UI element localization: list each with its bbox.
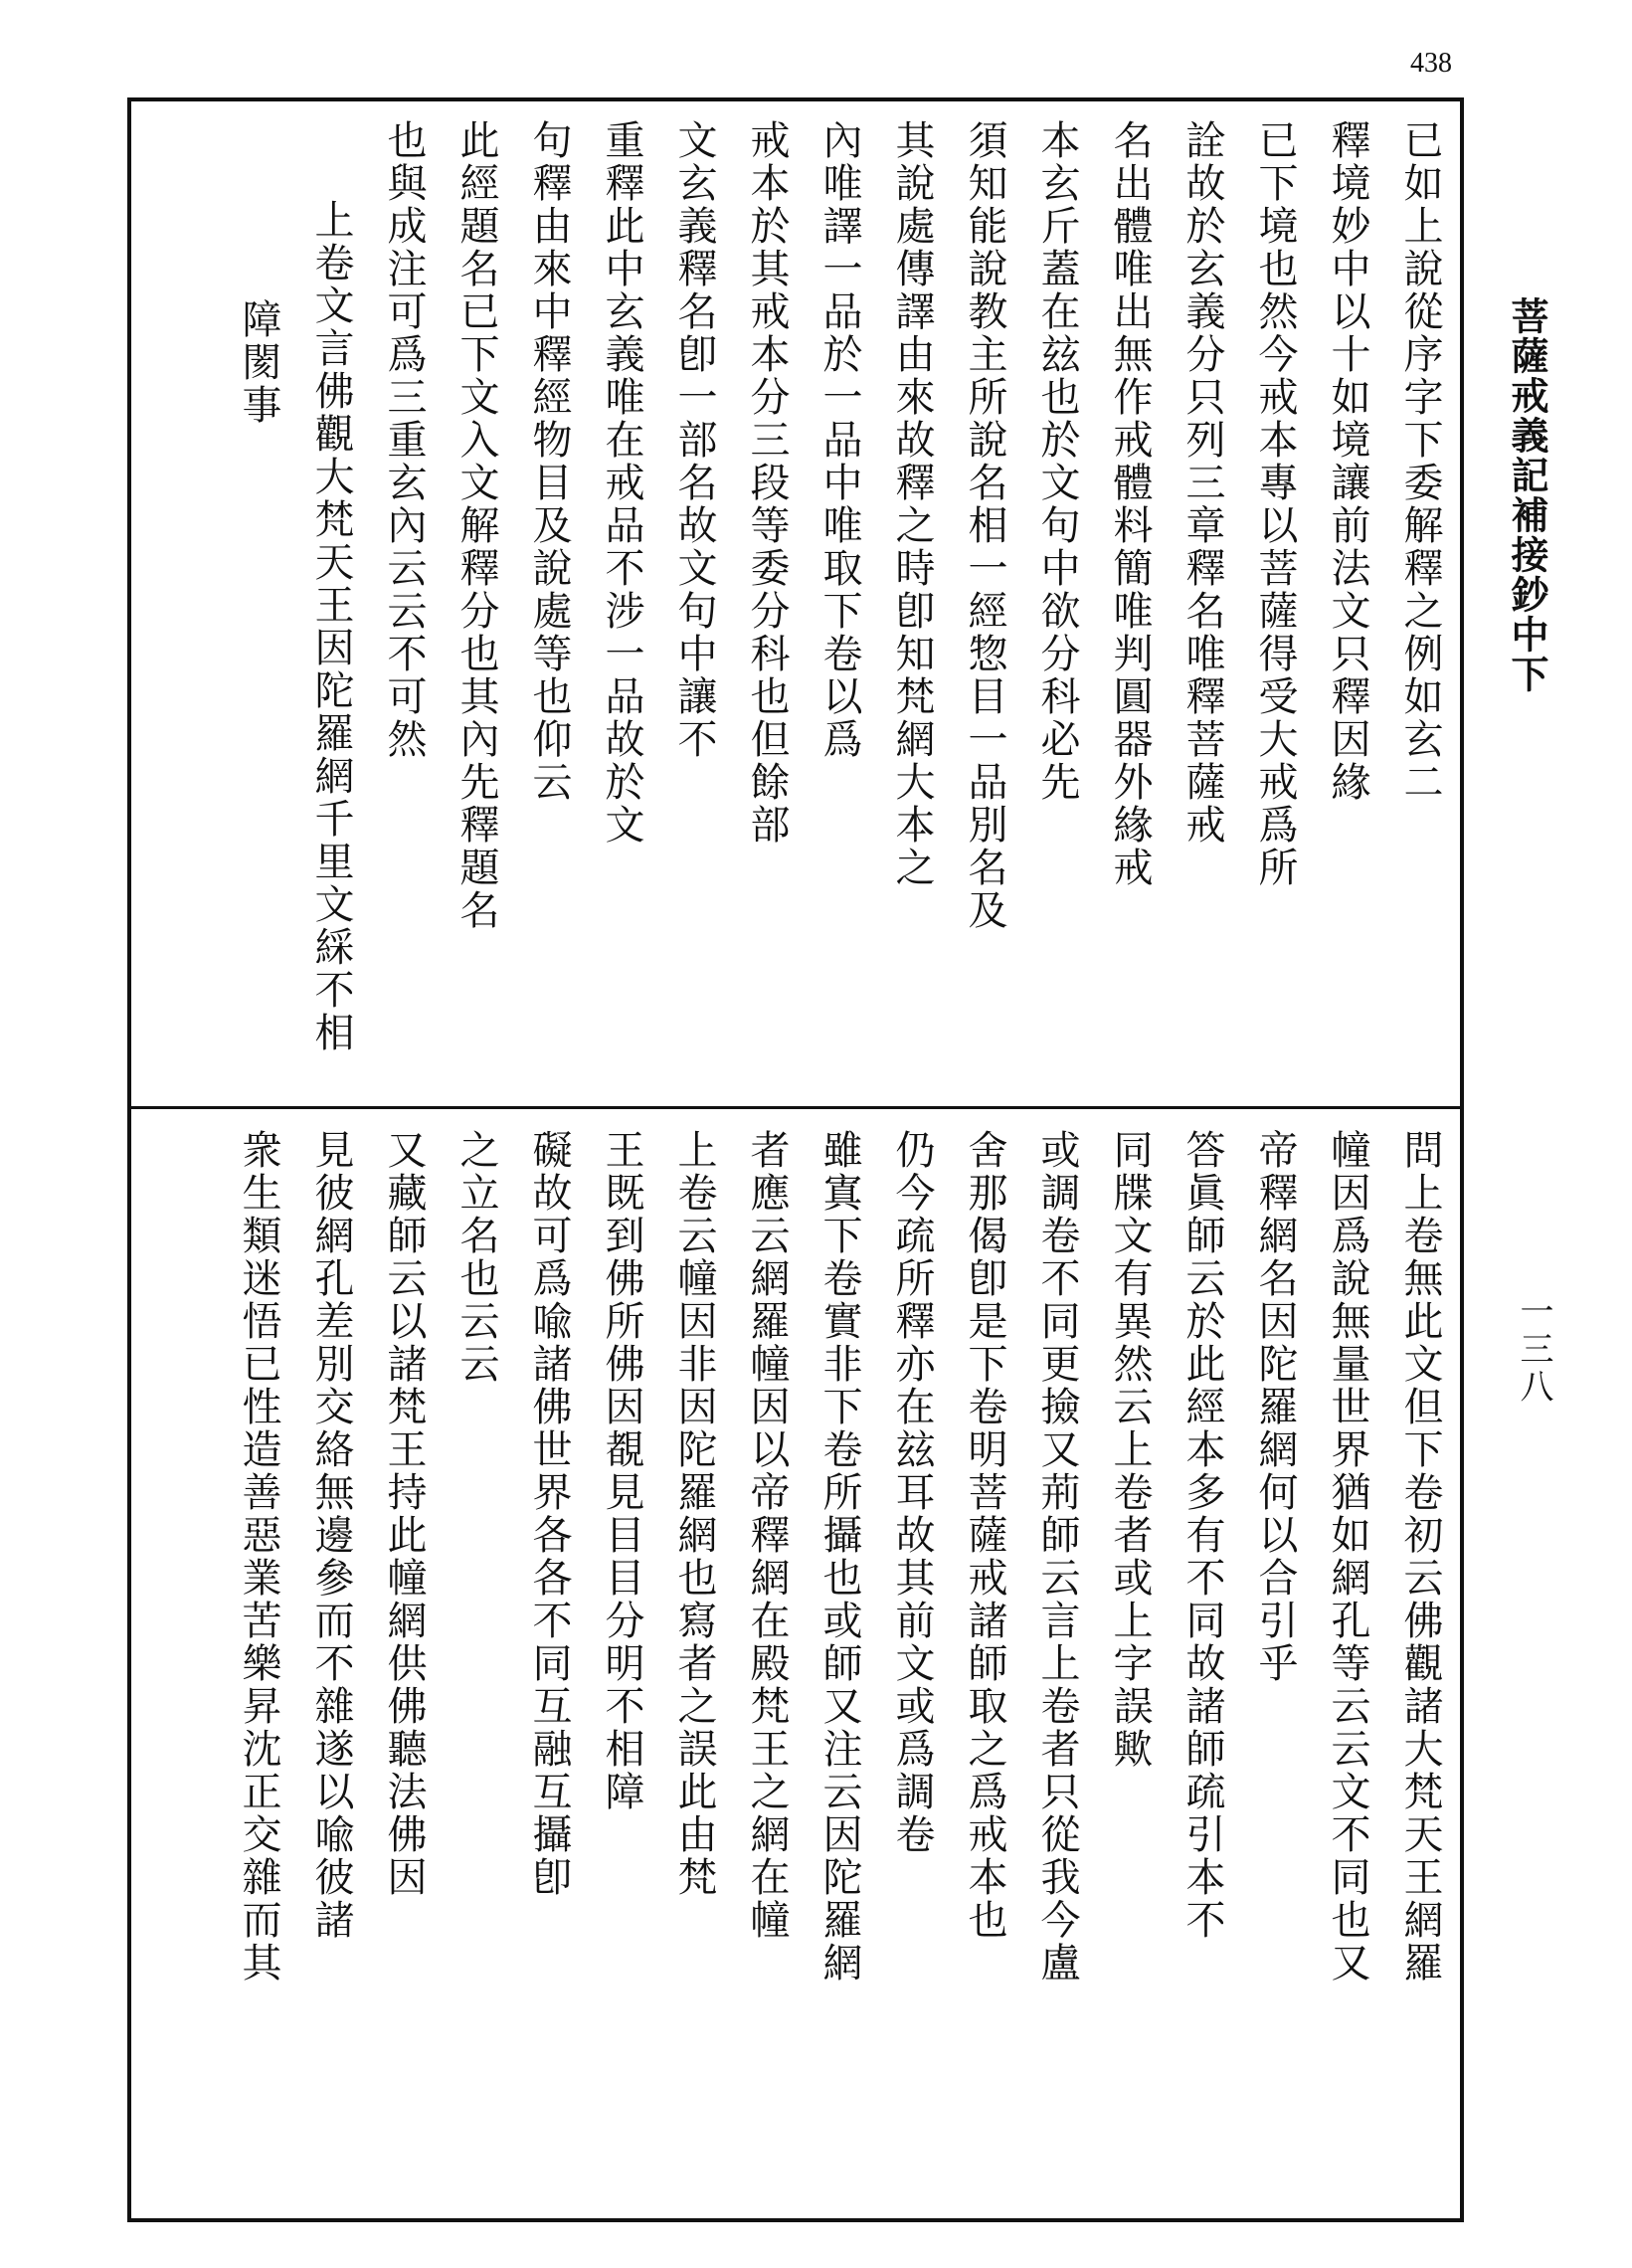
text-column: 文玄義釋名卽一部名故文句中讓不 (671, 119, 717, 761)
text-column: 問上卷無此文但下卷初云佛觀諸大梵天王網羅 (1397, 1129, 1443, 1984)
text-column: 句釋由來中釋經物目及說處等也仰云 (526, 119, 572, 804)
text-column: 或調卷不同更撿又荊師云言上卷者只從我今盧 (1034, 1129, 1080, 1984)
text-column: 本玄斤蓋在玆也於文句中欲分科必先 (1034, 119, 1080, 804)
text-column: 此經題名已下文入文解釋分也其內先釋題名 (453, 119, 499, 932)
text-column: 名出體唯出無作戒體料簡唯判圓器外緣戒 (1107, 119, 1153, 889)
side-page-number: 一三八 (1514, 1293, 1553, 1407)
text-column: 幢因爲說無量世界猶如網孔等云云文不同也又 (1325, 1129, 1370, 1984)
lower-text-register (236, 1129, 1445, 2203)
text-column: 戒本於其戒本分三段等委分科也但餘部 (744, 119, 790, 847)
page-number: 438 (1410, 48, 1452, 79)
text-column: 重釋此中玄義唯在戒品不涉一品故於文 (599, 119, 644, 847)
text-column: 同牒文有異然云上卷者或上字誤歟 (1107, 1129, 1153, 1771)
text-column: 釋境妙中以十如境讓前法文只釋因緣 (1325, 119, 1370, 804)
text-column: 須知能說教主所說名相一經惣目一品別名及 (962, 119, 1007, 932)
text-column: 雖寘下卷實非下卷所攝也或師又注云因陀羅網 (816, 1129, 862, 1984)
section-heading-column: 障閡事 (236, 298, 281, 427)
text-column: 其說處傳譯由來故釋之時卽知梵網大本之 (889, 119, 935, 889)
upper-text-register (236, 119, 1445, 1084)
text-column: 衆生類迷悟已性造善惡業苦樂昇沈正交雜而其 (236, 1129, 281, 1984)
text-column: 見彼網孔差別交絡無邊參而不雜遂以喩彼諸 (308, 1129, 354, 1942)
text-column: 仍今疏所釋亦在玆耳故其前文或爲調卷 (889, 1129, 935, 1856)
text-column: 又藏師云以諸梵王持此幢網供佛聽法佛因 (381, 1129, 427, 1899)
text-column: 已如上說從序字下委解釋之例如玄二 (1397, 119, 1443, 804)
text-column: 答眞師云於此經本多有不同故諸師疏引本不 (1179, 1129, 1225, 1942)
text-column: 已下境也然今戒本專以菩薩得受大戒爲所 (1252, 119, 1298, 889)
text-column: 帝釋網名因陀羅網何以合引乎 (1252, 1129, 1298, 1685)
text-column: 也與成注可爲三重玄內云云不可然 (381, 119, 427, 761)
text-column: 上卷云幢因非因陀羅網也寫者之誤此由梵 (671, 1129, 717, 1899)
text-column: 者應云網羅幢因以帝釋網在殿梵王之網在幢 (744, 1129, 790, 1942)
running-head-title: 菩薩戒義記補接鈔中下 (1505, 296, 1549, 694)
text-column: 舍那偈卽是下卷明菩薩戒諸師取之爲戒本也 (962, 1129, 1007, 1942)
register-divider (131, 1106, 1460, 1109)
text-column: 內唯譯一品於一品中唯取下卷以爲 (816, 119, 862, 761)
text-column: 詮故於玄義分只列三章釋名唯釋菩薩戒 (1179, 119, 1225, 847)
text-column: 王既到佛所佛因覩見目目分明不相障 (599, 1129, 644, 1813)
section-heading-column: 上卷文言佛觀大梵天王因陀羅網千里文綵不相 (308, 199, 354, 1054)
text-column: 之立名也云云 (453, 1129, 499, 1386)
text-column: 礙故可爲喩諸佛世界各各不同互融互攝卽 (526, 1129, 572, 1899)
